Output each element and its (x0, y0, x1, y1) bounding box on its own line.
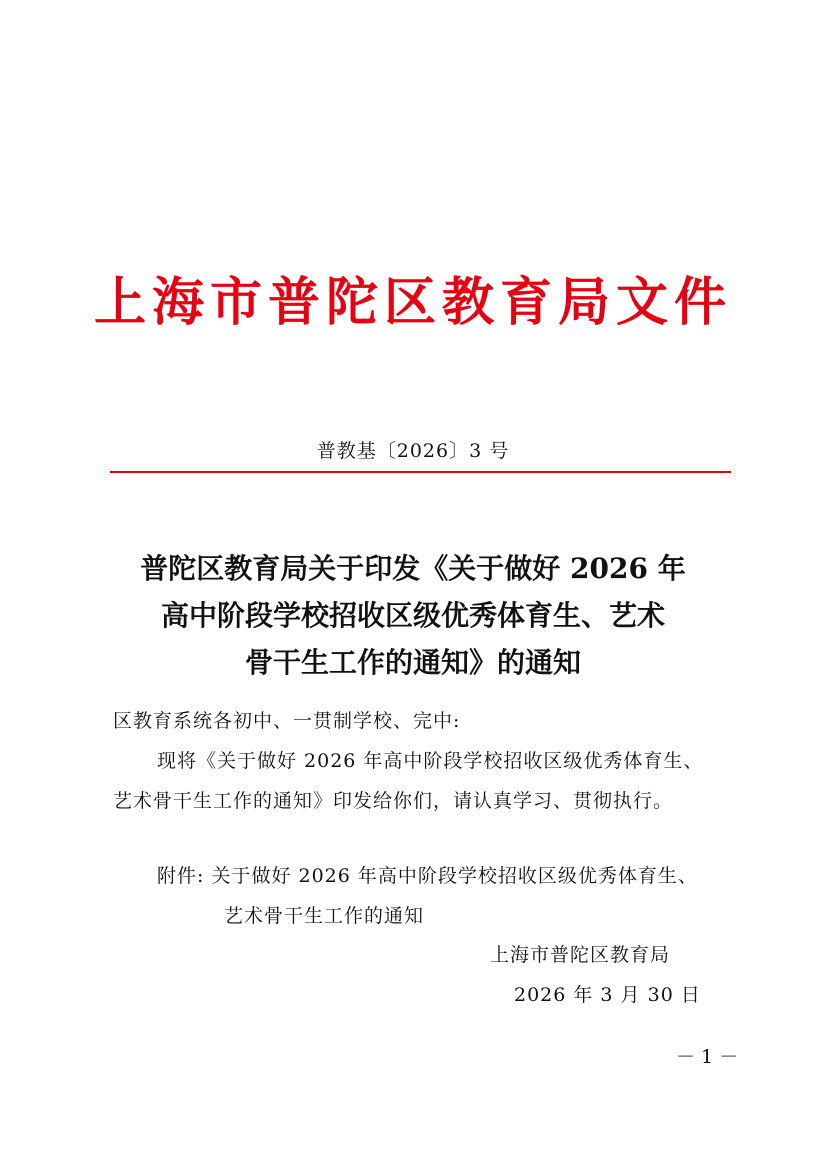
red-divider-line (110, 471, 731, 473)
body-paragraph-line: 艺术骨干生工作的通知》印发给你们，请认真学习、贯彻执行。 (113, 790, 674, 812)
document-title (0, 545, 826, 686)
title-line: 骨干生工作的通知》的通知 (244, 646, 581, 679)
issue-date: 2026 年 3 月 30 日 (514, 984, 701, 1006)
attachment-note: 附件: 关于做好 2026 年高中阶段学校招收区级优秀体育生、 (157, 865, 698, 887)
document-masthead: 上海市普陀区教育局文件 (93, 272, 732, 333)
addressee: 区教育系统各初中、一贯制学校、完中: (113, 710, 461, 732)
title-line: 普陀区教育局关于印发《关于做好 2026 年 (140, 552, 686, 585)
title-line: 高中阶段学校招收区级优秀体育生、艺术 (160, 599, 665, 632)
body-paragraph-line: 现将《关于做好 2026 年高中阶段学校招收区级优秀体育生、 (157, 750, 704, 772)
attachment-note-continued: 艺术骨干生工作的通知 (224, 905, 425, 927)
page-number: － 1 － (676, 1046, 739, 1068)
issuing-authority: 上海市普陀区教育局 (490, 944, 671, 966)
document-number: 普教基〔2026〕3 号 (316, 440, 510, 462)
